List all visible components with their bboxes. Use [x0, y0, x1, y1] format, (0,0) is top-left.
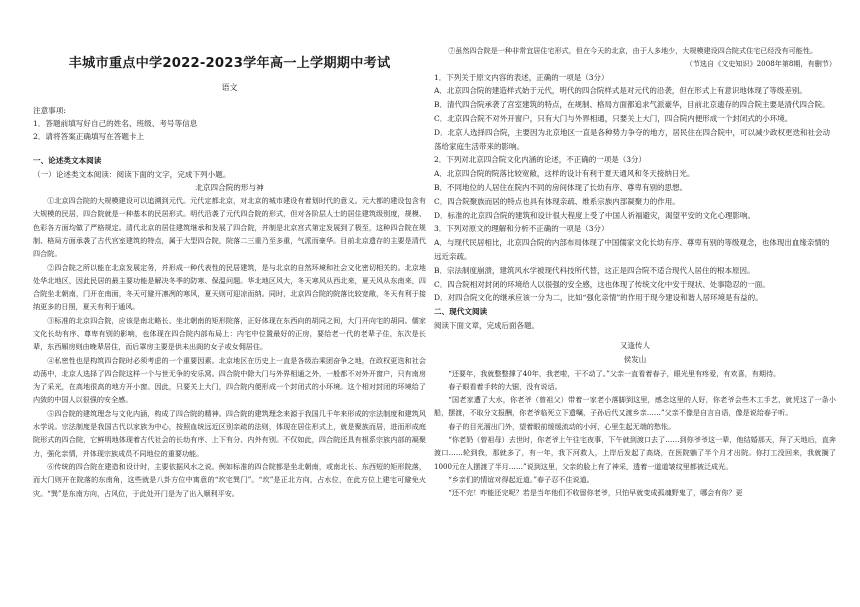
story-title: 又逢传人: [620, 340, 650, 350]
question-option: C．四合院聚族而居的特点也具有体现亲疏、维系宗族内部凝聚力的作用。: [434, 196, 680, 206]
question-option: B．不同地位的人居住在院内不同的房间体现了长幼有序、尊卑有别的思想。: [434, 182, 688, 192]
section-heading: 一、论述类文本阅读: [33, 155, 102, 165]
right-column: [434, 44, 836, 604]
section-instructions: 阅读下面文章，完成后面各题。: [434, 321, 539, 331]
question-stem: 2．下列对北京四合院文化内涵的论述，不正确的一项是（3分）: [434, 155, 647, 165]
story-paragraph: “国老家遭了大水，你老爷（曾祖父）带着一家老小落脚到这里，感念这里的人好，你老爷会些木工手艺，就凭这了一条小船，摆渡，不取分文报酬，你老爷临死立下遗嘱，子孙后代又渡乡亲……”父亲不像是自言自语，像是说给春子听。: [434, 395, 836, 418]
question-stem: 1．下列关于原文内容的表述，正确的一项是（3分）: [434, 72, 609, 82]
article-paragraph: ⑦虽然四合院是一种非常宜居住宅形式，但在今天的北京，由于人多地少，大规模建设四合院式住宅已经没有可能性。: [448, 46, 818, 55]
article-paragraph: ③标准的北京四合院，应该是南北略长、坐北朝南的矩形院落，正好体现在东西向的胡同之间，大门开向宅的胡同。儒家文化长幼有序、尊卑有别的影响，也体现在四合院内部布局上：内宅中位置最好的正房，要给老一代的老辈子住，东次是长辈，东西厢房则由晚辈居住，而后罩房主要是供未出阁的女子或女佣居住。: [33, 315, 426, 352]
story-paragraph: “还要年，我就整整撑了40年，我老啦，干不动了。”父亲一直看着春子，眼光里有疼爱，有欢喜，有期待。: [448, 368, 781, 378]
notice-item: 2．请将答案正确填写在答题卡上: [33, 132, 145, 142]
article-source: （节选自《文史知识》2008年第8期，有删节）: [685, 59, 836, 69]
story-author: 侯发山: [623, 354, 647, 364]
article-paragraph: ④私密性也是构筑四合院时必须考虑的一个重要因素。北京地区在历史上一直是各级治乘团奋争之地，在政权更迭和社会动荡中，北京人选择了四合院这样一个与世无争的安乐窝。四合院中除大门与外界相通之外，一般都不对外开窗户，只有南房为了采光，在高地很高的地方开小窗。因此，只要关上大门，四合院内便形成一个封闭式的小环境。这个相对封闭的环境给了内敛的中国人以很强的安全感。: [33, 355, 426, 405]
story-paragraph: “你老奶（曾祖母）去世时，你老爷上午往宅夜事，下午就到渡口去了……到你爷爷这一辈，他结婚那天，拜了天地后，直奔渡口……轮到我，那就多了，有一年，我下河救人，上岸后发起了高烧，在医院躺了半个月才出院。你打工没回来，我就搁了1000元在人摆渡了半月……”说到这里，父亲的脸上有了神采，透着一道道皱纹里都被泛成光。: [434, 435, 836, 471]
question-option: C．四合院相对封闭的环境给人以很强的安全感，这也体现了传统文化中安于现状、处事隐忍的一面。: [434, 279, 770, 289]
question-stem: 3．下列对原文的理解和分析不正确的一项是（3分）: [434, 224, 609, 234]
left-column: [33, 48, 426, 604]
question-option: A．与现代民居相比，北京四合院的内部布局体现了中国儒家文化长幼有序、尊卑有别的等级观念，也体现出血缘亲情的远近亲疏。: [434, 238, 830, 261]
story-paragraph: “还不完！咋能还完呢？若是当年他们不收留你老爷，只怕早就变成孤魂野鬼了，哪会有你？更: [448, 488, 743, 498]
story-paragraph: 春子眼看着手转的大锯，没有说话。: [448, 381, 562, 391]
story-paragraph: 春子的目光溜出门外，望着眼前缓缓流动的小河，心里生起无端的愁怅。: [448, 421, 676, 431]
article-paragraph: ⑤四合院的建筑理念与文化内涵，构成了四合院的精神。四合院的建筑理念来源于我国几千年来形成的宗法制度和建筑风水学说。宗法制度是我国古代以家族为中心，按照血统远近区别亲疏的法则，体现在居住形式上，就是聚族而居，进而形成庭院形式的四合院，它鲜明地体现着古代社会的长幼有序、上下有分、内外有别。不仅如此，四合院还具有根系宗族内部的凝聚力，强化亲情，并体现宗族成员不同地位的重要功能。: [33, 408, 426, 458]
question-option: C．北京四合院不对外开窗户，只有大门与外界相通，只要关上大门，四合院内便形成一个封闭式的小环境。: [434, 113, 793, 123]
section-heading: 二、现代文阅读: [434, 307, 488, 317]
notice-item: 1．答题前填写好自己的姓名、班级、考号等信息: [33, 119, 198, 129]
question-option: D．对四合院文化的继承应该一分为二，比如“强化亲情”的作用于现今建设和谐人居环境是有益的。: [434, 293, 763, 303]
question-option: B．清代四合院承袭了宫室建筑的特点，在规制、格局方面都追求气派豪华，目前北京遗存的四合院主要是清代四合院。: [434, 100, 830, 110]
question-option: A．北京四合院的院落比较宽敞，这样的设计有利于夏天通风和冬天接纳日光。: [434, 169, 695, 179]
question-option: B．宗法制度崩溃，建筑风水学被现代科技所代替，这正是四合院不适合现代人居住的根本原因。: [434, 265, 755, 275]
article-paragraph: ②四合院之所以能在北京发展定务，并形成一种代表性的民居建筑，是与北京的自然环境和社会文化密切相关的。北京地处华北地区，因此民居的最主要功能是解决冬季的防寒、保温问题。华北地区风大，冬天寒风从西北来，夏天风从东南来，四合院坐北朝南，门开在南面，冬天可避开凛冽的寒风，夏天则可迎凉而纳。同时，北京四合院的院落比较宽敞，冬天有利于接纳更多的日照，夏天有利于通风。: [33, 262, 426, 312]
question-option: A．北京四合院的建造样式始于元代，明代的四合院样式是对元代的沿袭，但在形式上有意识地体现了等级差别。: [434, 86, 807, 96]
article-paragraph: ⑥传统的四合院在建造和设计时，主要依据风水之说。例如标准的四合院都是坐北朝南，或南北长、东西短的矩形院落，而大门则开在院落的东南角，这些就是八卦方位中寓意的“坎宅巽门”。“坎”是正北方向，占水位，在此方位上建宅可避免火灾。“巽”是东南方向，占风位，于此处开门是为了出入顺利平安。: [33, 461, 426, 498]
exam-subject: 语文: [221, 83, 238, 92]
article-title: 北京四合院的形与神: [195, 182, 264, 192]
article-paragraph: ①北京四合院的大规模建设可以追溯到元代。元代定都北京，对北京的城市建设有着划时代的意义。元大都的建设包含有大规模的民居，四合院就是一种基本的民居形式。明代沿袭了元代四合院的形式，但对各阶层人士的居住建筑级别度，规模、色彩各方面均做了严格规定。清代北京的居住建筑继承和发展了四合院，并制是北京宫式第定发展到了极至，这种四合院在规制、格局方面承袭了古代宫室建筑的特点，属于大型四合院，院落二三重乃至多重，气派而豪华。目前北京遗存的主要是清代四合院。: [33, 196, 426, 259]
story-paragraph: “乡亲们的情谊对得起近道。”春子忍不住说道。: [448, 474, 594, 484]
notice-heading: 注意事项:: [33, 106, 66, 115]
exam-title: 丰城市重点中学2022-2023学年高一上学期期中考试: [68, 56, 391, 71]
section-instructions: （一）论述类文本阅读：阅读下面的文字，完成下列小题。: [33, 169, 231, 179]
question-option: D．北京人选择四合院，主要因为北京地区一直是各种势力争夺的地方，居民住在四合院中，可以减少政权更迭和社会动荡给家庭生活带来的影响。: [434, 127, 831, 151]
question-option: D．标准的北京四合院的建筑和设计很大程度上受了中国人祈福避灾，渴望平安的文化心理影响。: [434, 210, 756, 220]
